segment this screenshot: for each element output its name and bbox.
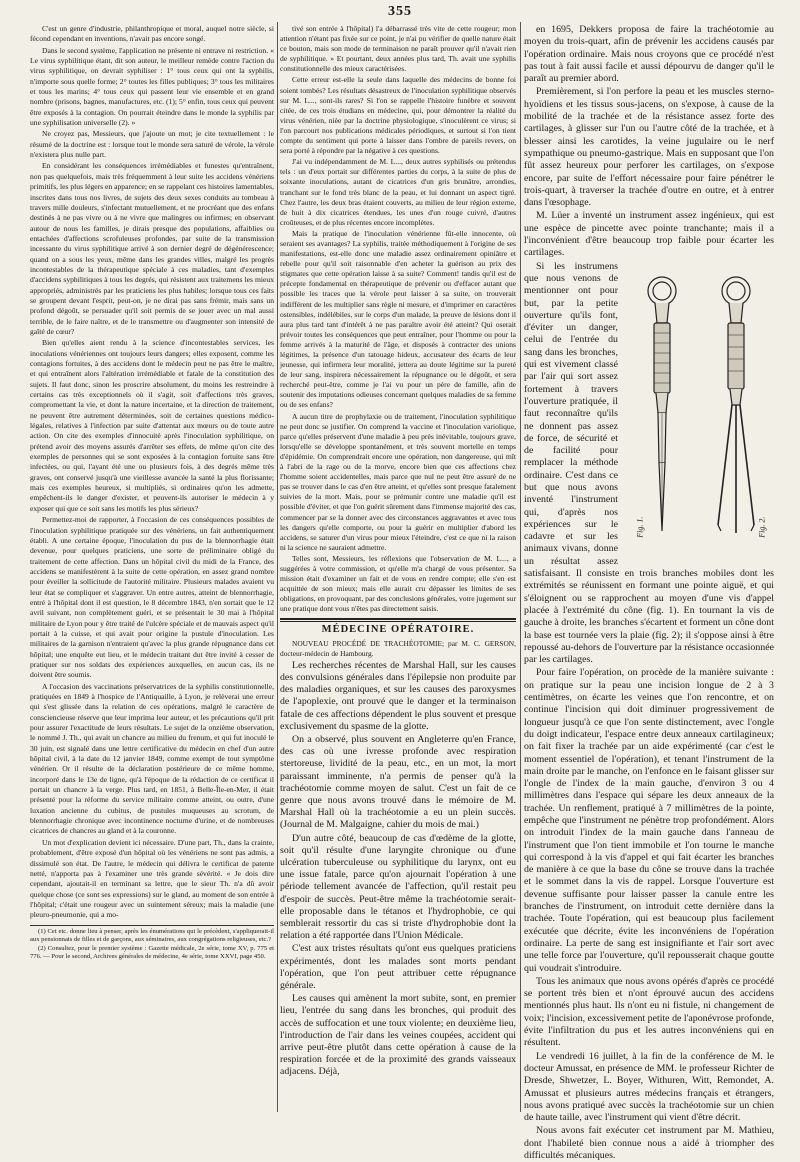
paragraph: Bien qu'elles aient rendu à la science d'incontestables services, les inoculations vénériennes ont toujours leurs dangers; elles exposent, comme les contagions fortuites, à des accidens dont le médecin peut ne pas être le maître, et qui entraînent alors l'altération irrémédiable et fatale de la constitution des sujets. Il faut donc, sinon les proscrire absolument, du moins les restreindre à certains cas très exceptionnels où il s'agit, soit d'affections très graves, compromettant la vie, et dont la nature incertaine, et la direction de traitement, ne peuvent être autrement déterminées, soit de certaines questions médico-légales, relatives à l'infection par suite d'attentat aux mœurs ou de toute autre action. On cite des exemples d'innocuité après l'inoculation syphilitique, on prétend avoir des moyens assurés d'arrêter ses effets, de même qu'on cite des exemples de personnes qui se sont exposées à la contagion fortuite sans être infectées, ou qui, l'ayant été une ou plusieurs fois, à des degrés même très graves, ont conservé jusqu'à une vieillesse avancée la santé la plus florissante; mais ces exemples heureux, si multipliés, si ordinaires qu'on les admette, empêchent-ils le danger d'exister, et peuvent-ils autoriser le médecin à y exposer qui que ce soit sans les motifs les plus sérieux? (30, 338, 274, 513)
paragraph: Mais la pratique de l'inoculation vénérienne fût-elle innocente, où seraient ses avantages? La syphilis, traitée méthodiquement à l'origine de ses manifestations, est-elle donc une maladie assez ordinairement opiniâtre et rebelle pour qu'il soit raisonnable d'en acheter la guérison au prix des stigmates que cette opération laisse à sa suite? Comment! tandis qu'il est de précepte fondamental en thérapeutique de prévenir ou d'effacer autant que possible les traces que la vérole peut laisser à sa suite, on trouverait indifférent de les multiplier sans règle ni mesure, et d'imprimer en caractères ostensibles, indélébiles, sur le corps d'un malade, la preuve de lésions dont il aura plus tard tant d'intérêt à ne pas paraître avoir été atteint? Qui oserait prévoir toutes les conséquences que peut entraîner, pour l'homme ou pour la femme arrivés à la maturité de l'âge, et disposés à contracter des unions légitimes, la présence d'un tatouage hideux, accusateur des écarts de leur jeunesse, qui infirmera leur moralité, jettera au doute légitime sur la pureté de leur sang, inspirera nécessairement la répugnance ou le dégoût, et sera recherché peut-être, comme je l'ai vu pour un père de famille, afin de soutenir des imputations odieuses concernant quelques maladies de sa femme ou de ses enfans? (280, 228, 516, 410)
paragraph: Cette erreur est-elle la seule dans laquelle des médecins de bonne foi soient tombés? Les résultats désastreux de l'inoculation syphilitique observés sur M. L..., sont-ils rares? Si l'on se rappelle l'histoire funèbre et souvent citée, de ces trois étudians en médecine, qui, pour démontrer la réalité du virus vénérien, nièe par la doctrine physiologique, s'inoculèrent ce virus; si l'on parcourt nos publications médicales périodiques, et surtout si l'on tient compte du sentiment qui porte à laisser dans l'ombre de pareils revers, on sera porté à répondre par la négative à ces questions. (280, 75, 516, 156)
column-rule-right (520, 22, 521, 1112)
paragraph: Un mot d'explication devient ici nécessaire. D'une part, Th., dans la crainte, probablement, d'être exposé d'un hôpital où les vénériens ne sont pas admis, a dissimulé son état. De l'autre, le médecin qui délivra le certificat de patente netté, n'apporta pas à l'examiner une très grande sévérité. « Je dois dire cependant, ajoutait-il en terminant sa lettre, que le sieur Th. n'a dû avoir quelque chose (ce sont ses expressions) sur le gland, au moment de son entrée à l'hôpital; c'était une rougeur avec un suintement séreux; mais la maladie (une pleuro-pneumonie, qui a mo- (30, 837, 274, 920)
paragraph: Le vendredi 16 juillet, à la fin de la conférence de M. le docteur Amussat, en présence de MM. le professeur Richter de Dresde, Shwetzer, L. Boyer, Withuren, Witt, Remondet, A. Amussat et plusieurs autres médecins français et étrangers, nous avons pratiqué avec succès la trachéotomie sur un chien de haute taille, avec l'instrument qui vient d'être décrit. (524, 1050, 774, 1124)
paragraph: En considérant les conséquences irrémédiables et funestes qu'entraînent, non pas quelquefois, mais très fréquemment à leur suite les accidens vénériens primitifs, les plus légers en apparence; en se rappelant ces histoires lamentables, inscrites dans tous nos livres, de sujets des deux sexes conduits au tombeau à travers mille douleurs, s'infectant mutuellement, et ne procréant que des enfans destinés à ne pas vivre ou à ne vivre que malingres ou infirmes; en observant autour de nous les familles, je dirais presque des populations, affaiblies ou entachées d'affections scrofuleuses profondes, par suite de la transmission incessante du virus syphilitique arrivé à son dernier degré de dégénérescence; quand on a sous les yeux, même dans les grandes villes, malgré les progrès incontestables de la thérapeutique spéciale à ces maladies, tant d'exemples d'accidens syphilitiques à tous les degrés, qui résistent aux traitemens les mieux appropriés, administrés par les praticiens les plus habiles; lorsque tous ces faits se groupent devant l'esprit, peut-on, je ne dirai pas sans frémir, mais sans un profond dégoût, se persuader qu'il soit permis de se jouer avec un mal aussi terrible, de le faire naître, et de le transmettre ou d'augmenter son intensité de gaîté de cœur? (30, 161, 274, 336)
paragraph: C'est aux tristes résultats qu'ont eus quelques praticiens expérimentés, dont les malades sont morts pendant l'opération, que l'on peut attribuer cette répugnance générale. (280, 943, 516, 991)
column-rule-left (277, 22, 278, 1112)
paragraph: en 1695, Dekkers proposa de faire la trachéotomie au moyen du trois-quart, afin de prévenir les accidens causés par l'opération ordinaire. Mais nous croyons que ce procédé n'est pas tout à fait aussi facile et aussi dépourvu de danger qu'il le paraît au premier abord. (524, 24, 774, 85)
paragraph: Telles sont, Messieurs, les réflexions que l'observation de M. L..., a suggérées à votre commission, et qu'elle m'a chargé de vous présenter. Sa mission était d'examiner un fait et de vous en rendre compte; elle s'en est acquittée de son mieux; mais elle aurait cru dépasser les limites de ses obligations, en provoquant, par des conclusions générales, votre jugement sur une pratique dont vous n'êtes pas directement saisis. (280, 553, 516, 614)
paragraph: Permettez-moi de rapporter, à l'occasion de ces conséquences possibles de l'inoculation syphilitique pratiquée sur des vénériens, un fait authentiquement établi. A une certaine époque, l'inoculation du pus de la blennorrhagie était devenue, pour quelques praticiens, une sorte de préliminaire obligé du traitement de cette affection. Dans un hôpital civil du midi de la France, des accidens se manifestèrent à la suite de cette opération, en assez grand nombre pour éveiller la sollicitude de l'autorité militaire. Plusieurs malades avaient vu leur état se compliquer et s'aggraver. Un entre autres, atteint de blennorrhagie, entré à l'hôpital dont il est question, le 8 décembre 1843, n'en sortait que le 12 avril suivant, non complètement guéri, et se présentait le 30 mai à l'hôpital militaire de Lyon pour y être traité de l'ulcère spéciale et de mauvais aspect qu'il portait à la cuisse, et qui avait pour origine la pustule d'inoculation. Les militaires de la garnison n'entraient qu'avec la plus grande répugnance dans cet hôpital; une enquête eut lieu, et le médecin traitant dut être invité à cesser de pratiquer sur nos soldats des expériences auxquelles, en aucun cas, ils ne doivent être soumis. (30, 515, 274, 680)
paragraph: Les recherches récentes de Marshal Hall, sur les causes des convulsions générales dans l'épilepsie non produite par des maladies organiques, et sur les causes des paroxysmes de l'apoplexie, ont prouvé que le danger et la terminaison fatale de ces affections dépendent le plus souvent et presque exclusivement du spasme de la glotte. (280, 659, 516, 732)
paragraph: Les causes qui amènent la mort subite, sont, en premier lieu, l'entrée du sang dans les bronches, qui produit des accès de suffocation et une toux violente; en deuxième lieu, l'introduction de l'air dans les veines coupées, accident qui arrive peut-être plutôt dans cette opération à cause de la respiration forcée et de la proximité des grands vaisseaux adjacens. Déjà, (280, 993, 516, 1078)
paragraph: Si les instrumens que nous venons de mentionner ont pour but, par la petite ouverture qu'ils font, d'éviter un danger, celui de l'entrée du sang dans les bronches, qui est vivement classé par l'air qui sort assez fortement à travers l'ouverture pratiquée, il faut reconnaître qu'ils ne donnent pas assez de force, de sécurité et de facilité pour remplacer la méthode ordinaire. C'est dans ce but que nous avons inventé l'instrument qui, d'après nos expériences sur le cadavre et sur les animaux vivans, donne un résultat assez satisfaisant. Il consiste en trois branches mobiles dont les extrémités se réunissent en formant une pointe aiguë, et qui s'éloignent ou se rapprochent au moyen d'une vis d'appel placée à l'extrémité du cône (fig. 1). En tournant la vis de gauche à droite, les branches s'écartent et forment un cône dont la base est tournée vers la plaie (fig. 2); il s'oppose ainsi à être repoussé au-dehors de l'ouverture par la résistance occasionnée par les cartilages. (524, 260, 774, 666)
article-heading: NOUVEAU PROCÉDÉ DE TRACHÉOTOMIE; par M. C. GERSON, docteur-médecin de Hambourg. (280, 638, 516, 658)
page-number: 355 (388, 4, 412, 19)
paragraph: Nous avons fait exécuter cet instrument par M. Mathieu, dont l'habileté bien connue nous a aidé à triompher des difficultés mécaniques. (524, 1125, 774, 1162)
paragraph: Dans le second système, l'application ne présente ni entrave ni restriction. « Le virus syphilitique étant, dit son auteur, le meilleur remède contre l'action du virus syphilitique, on devrait syphiliser : 1° tous ceux qui ont la syphilis, n'importe sous quelle forme; 2° toutes les filles publiques; 3° tous les militaires et tous les marins; 4° tous ceux qui passent leur vie ensemble et en grand nombre (prisons, bagnes, manufactures, etc. (1); 5° enfin, tous ceux qui peuvent être exposés à la contagion. On pourrait éteindre dans le monde la syphilis par une syphilisation universelle (2). » (30, 45, 274, 128)
paragraph: J'ai vu indépendamment de M. L..., deux autres syphilisés ou prétendus tels : un d'eux portait sur différentes parties du corps, à la suite de plus de soixante inoculations, autant de cicatrices d'un gris brunâtre, arrondies, tranchant sur le fond très blanc de la peau, et lui donnant un aspect tigré. Chez l'autre, les deux bras étaient couverts, au milieu de leur région externe, de huit à dix cicatrices étendues, les unes d'un rouge cuivré, d'autres croûteuses, et de plus récentes encore incomplètes. (280, 157, 516, 227)
column-middle (280, 24, 516, 1109)
figure-label-1: Fig. 1. (635, 516, 645, 538)
paragraph: Tous les animaux que nous avons opérés d'après ce procédé se portent très bien et n'ont éprouvé aucun des accidens mentionnés plus haut. Ils n'ont eu ni fistule, ni changement de voix; l'incision, excessivement petite de l'aponévrose profonde, évite l'infiltration du pus et les autres inconvéniens qui en résultent. (524, 975, 774, 1049)
figure-label-2: Fig. 2. (757, 516, 767, 538)
paragraph: Ne croyez pas, Messieurs, que j'ajoute un mot; je cite textuellement : le résumé de la doctrine est : lorsque tout le monde sera saturé de vérole, la vérole n'existera plus nulle part. (30, 129, 274, 160)
column-left (30, 24, 274, 1109)
paragraph: M. Lüer a inventé un instrument assez ingénieux, qui est une espèce de pincette avec pointe tranchante; mais il a l'inconvénient d'être beaucoup trop faible pour écarter les cartilages. (524, 210, 774, 259)
paragraph: On a observé, plus souvent en Angleterre qu'en France, des cas où une ivresse profonde avec respiration stertoreuse, lividité de la peau, etc., en un mot, la mort paraissant imminente, n'a permis de penser qu'à la trachéotomie comme moyen de salut. C'est un fait de ce genre que nous avons trouvé dans le mémoire de M. Marshal Hall où la trachéotomie a eu un plein succès. (Journal de M. Malgaigne, cahier du mois de mai.) (280, 733, 516, 831)
section-title: MÉDECINE OPÉRATOIRE. (321, 624, 475, 636)
footnote: (2) Consultez, pour le premier système : Gazette médicale, 2e série, tome XV, p. 775 et 776. — Pour le second, Archives générales de médecine, 4e série, tome XXVI, page 450. (30, 945, 274, 961)
paragraph: D'un autre côté, beaucoup de cas d'œdème de la glotte, soit qu'il résulte d'une laryngite chronique ou d'une ulcération tuberculeuse ou syphilitique du larynx, ont eu une issue fatale, parce qu'on ajournait l'opération à une période tellement avancée de l'affection, qu'il restait peu d'espoir de succès. Peut-être même la trachéotomie serait-elle proposable dans le tétanos et l'hydrophobie, ce qui semblerait ressortir du cas si triste d'hydrophobie dont la relation a été rapportée dans l'Union Médicale. (280, 832, 516, 942)
column-right (524, 24, 774, 1162)
paragraph: Premièrement, si l'on perfore la peau et les muscles sterno-hyoïdiens et les tissus sous-jacens, on s'expose, à cause de la mobilité de la trachée et de la résistance assez forte des cartilages, à glisser sur l'un ou l'autre côté de la trachée, et à blesser ainsi les carotides, la veine jugulaire ou le nerf sympathique ou pneumo-gastrique. Mais en supposant que l'on fût assez heureux pour perforer les cartilages, on s'expose encore, par suite de l'effort nécessaire pour faire pénétrer le trois-quart, à traverser la trachée d'outre en outre, et à entrer dans l'œsophage. (524, 86, 774, 209)
paragraph: A l'occasion des vaccinations préservatrices de la syphilis constitutionnelle, pratiquées en 1849 à l'hospice de l'Antiquaille, à Lyon, je relèverai une erreur qui s'est glissée dans la relation de ces opérations, malgré le caractère de consciencieuse réserve que leur imprima leur auteur, et les précautions qu'il prit pour assurer l'exactitude de leurs résultats. Le sujet de la onzième observation, le nommé J. Th., qui avait un chancre au milieu du frenum, et qui fut inoculé le 30 juin, est signalé dans une lettre certificative du médecin en chef d'un autre hôpital civil, à la date du 12 janvier 1849, comme exempt de tout symptôme vénérien. Or il résulte de la déclaration postérieure de ce même homme, incorporé dans le 13e de ligne, qu'à l'époque de la rédaction de ce certificat il portait un chancre à la verge. Plus tard, en 1851, à Belle-Île-en-Mer, il était présenté pour la réforme du service militaire comme atteint, ou outre, d'une luxation ancienne du cubitus, de pustules muqueuses au scrotum, de blennorrhagie chronique avec incontinence nocturne d'urine, et de nombreuses cicatrices de chancres au gland et à la couronne. (30, 681, 274, 836)
paragraph: tivé son entrée à l'hôpital) l'a débarrassé très vite de cette rougeur; mon attention n'étant pas fixée sur ce point, je n'ai pu vérifier de quelle nature était ce bouton, mais son mode de terminaison ne paraît prouver qu'il n'avait rien de syphilitique. » Et pourtant, deux années plus tard, Th. avait une syphilis constitutionnelle des mieux caractérisées. (280, 24, 516, 74)
section-divider (280, 618, 516, 620)
section-divider-thin (280, 621, 516, 622)
tracheotomy-instrument-figure (624, 263, 774, 565)
footnote: (1) Cet etc. donne lieu à penser, après les énumérations qui le précèdent, s'appliquerait-il aux pensionnats de filles et de garçons, aux séminaires, aux congrégations religieuses, etc.? (30, 927, 274, 943)
footnotes (30, 925, 274, 962)
paragraph: C'est un genre d'industrie, philanthropique et moral, auquel notre siècle, si fécond cependant en inventions, n'avait pas encore songé. (30, 24, 274, 44)
paragraph: Pour faire l'opération, on procède de la manière suivante : on pratique sur la peau une incision longue de 2 à 3 centimètres, on écarte les veines que l'on rencontre, et on continue l'incision qui doit diminuer progressivement de longueur jusqu'à ce que l'on sente distinctement, avec l'ongle du doigt indicateur, l'espace entre deux anneaux cartilagineux; on fait fixer la trachée par un aide expérimenté (car c'est le moment essentiel de l'opération), et tenant l'instrument de la main droite par le manche, on l'enfonce en le faisant glisser sur l'ongle de l'index de la main gauche, d'environ 3 ou 4 millimètres dans l'espace qui sépare les deux anneaux de la trachée. Un renflement, pratiqué à 7 millimètres de la pointe, empêche que l'instrument ne pénètre trop profondément. Alors on introduit l'index de la main gauche dans l'anneau de l'instrument que l'on tient immobile et l'on tourne le manche qui correspond à la vis d'appel et qui fait écarter les branches de manière à ce que la base du cône se trouve dans la trachée et le sommet dans la vis de rappel. Lorsque l'ouverture est devenue suffisante pour laisser passer la canule entre les branches de l'instrument, on introduit cette dernière dans la trachée. Toute l'opération, qui est beaucoup plus facilement exécutée que décrite, évite les inconvéniens de l'opération ordinaire. La perte de sang est insignifiante et l'air sort avec une telle force par l'ouverture, qu'il repousserait chaque goutte qui voudrait s'introduire. (524, 667, 774, 974)
paragraph: A aucun titre de prophylaxie ou de traitement, l'inoculation syphilitique ne peut donc se justifier. On comprend la vaccine et l'inoculation variolique, parce qu'elles préservent d'une maladie à peu près inévitable, toujours grave, lorsqu'elle se développe spontanément, et très souvent mortelle en temps d'épidémie. On comprendrait encore une opération, non dangereuse, qui mît à l'abri de la rage ou de la morve, encore bien que ces affections chez l'homme soient accidentelles, mais parce que nul ne peut être assuré de ne pas se trouver dans le cas d'en être atteint, et qu'elles sont presque fatalement suivies de la mort. Mais, pour se prémunir contre une maladie qu'il est possible d'éviter, et que l'on guérit sûrement dans l'immense majorité des cas, commencer par se la donner avec des circonstances aggravantes et avec tous les dangers qu'elle comporte, ou pour la guérir en multiplier d'abord les accidens, se saturer d'un virus pour mieux l'éteindre, c'est ce que ni la raison ni la science ne sauraient admettre. (280, 411, 516, 552)
